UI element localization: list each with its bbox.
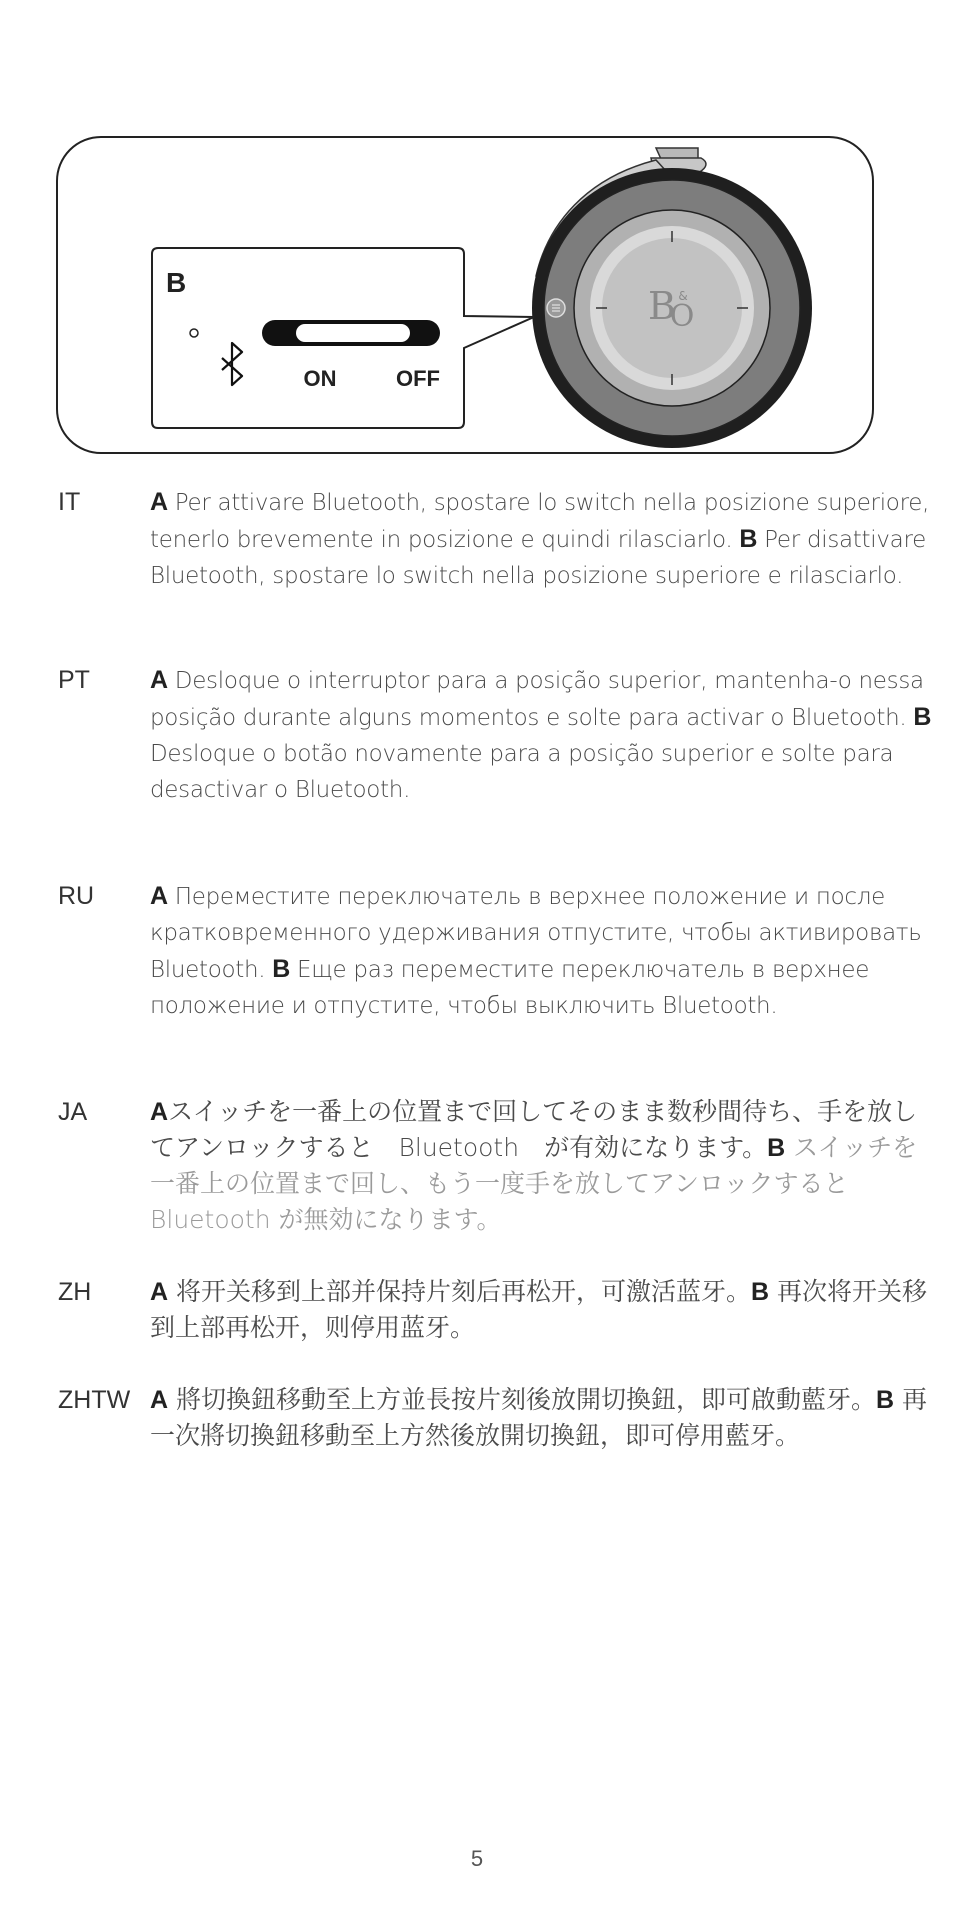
instruction-text [150,1094,942,1238]
step-a-text: スイッチを一番上の位置まで回してそのまま数秒間待ち、手を放してアンロックすると Bluetooth が有効になります。 [150,1097,918,1162]
step-a-marker: A [150,1386,169,1414]
step-a-marker: A [150,666,168,694]
instruction-text [150,662,942,808]
step-a-text: Переместите переключатель в верхнее положение и после кратковременного удерживания отпустите, чтобы активировать Bluetooth. [150,884,922,983]
page-number: 5 [470,1846,484,1871]
instruction-text [150,878,942,1024]
step-b-text: 再一次將切換鈕移動至上方然後放開切換鈕，即可停用藍牙。 [150,1385,928,1450]
step-b-marker: B [739,525,758,553]
step-b-marker: B [913,703,932,731]
switch-on-label: ON [303,366,337,391]
step-b-marker: B [272,955,291,983]
step-a-text: Desloque o interruptor para a posição superior, mantenha-o nessa posição durante alguns momentos e solte para activar o Bluetooth. [150,668,924,731]
step-a-text: 將切換鈕移動至上方並長按片刻後放開切換鈕，即可啟動藍牙。 [176,1385,877,1414]
switch-off-label: OFF [396,366,440,391]
instruction-text [150,484,942,594]
step-a-marker: A [150,882,168,910]
brand-logo-icon: B [648,284,676,328]
step-a-text: Per attivare Bluetooth, spostare lo switch nella posizione superiore, tenerlo brevemente in posizione e quindi rilasciarlo. [150,490,930,553]
step-a-marker: A [150,488,168,516]
led-indicator [190,329,198,337]
svg-text:&: & [678,289,688,303]
callout-label: B [166,267,187,298]
instruction-text [150,1382,942,1454]
step-b-marker: B [876,1386,895,1414]
language-code: ZHTW [58,1386,131,1414]
step-b-marker: B [767,1134,786,1162]
step-b-text: Per disattivare Bluetooth, spostare lo switch nella posizione superiore e rilasciarlo. [150,527,926,589]
headphone-earcup [532,168,812,448]
step-a-marker: A [150,1098,169,1126]
step-a-text: 将开关移到上部并保持片刻后再松开，可激活蓝牙。 [176,1277,752,1306]
bluetooth-switch [262,320,440,346]
step-b-text: スイッチを一番上の位置まで回し、もう一度手を放してアンロックすると Bluetooth が無効になります。 [150,1133,918,1234]
step-b-text: Desloque o botão novamente para a posição superior e solte para desactivar o Bluetooth. [150,741,894,803]
instruction-text [150,1274,942,1346]
headphone-bluetooth-switch-illustration [56,136,874,456]
step-b-text: Еще раз переместите переключатель в верхнее положение и отпустите, чтобы выключить Bluetooth. [150,957,870,1019]
language-code: JA [58,1098,88,1126]
step-b-marker: B [751,1278,770,1306]
language-code: ZH [58,1278,92,1306]
language-code: RU [58,882,95,910]
language-code: PT [58,666,90,694]
svg-text:O: O [669,299,695,334]
step-a-marker: A [150,1278,169,1306]
language-code: IT [58,488,81,516]
step-b-text: 再次将开关移到上部再松开，则停用蓝牙。 [150,1277,928,1342]
